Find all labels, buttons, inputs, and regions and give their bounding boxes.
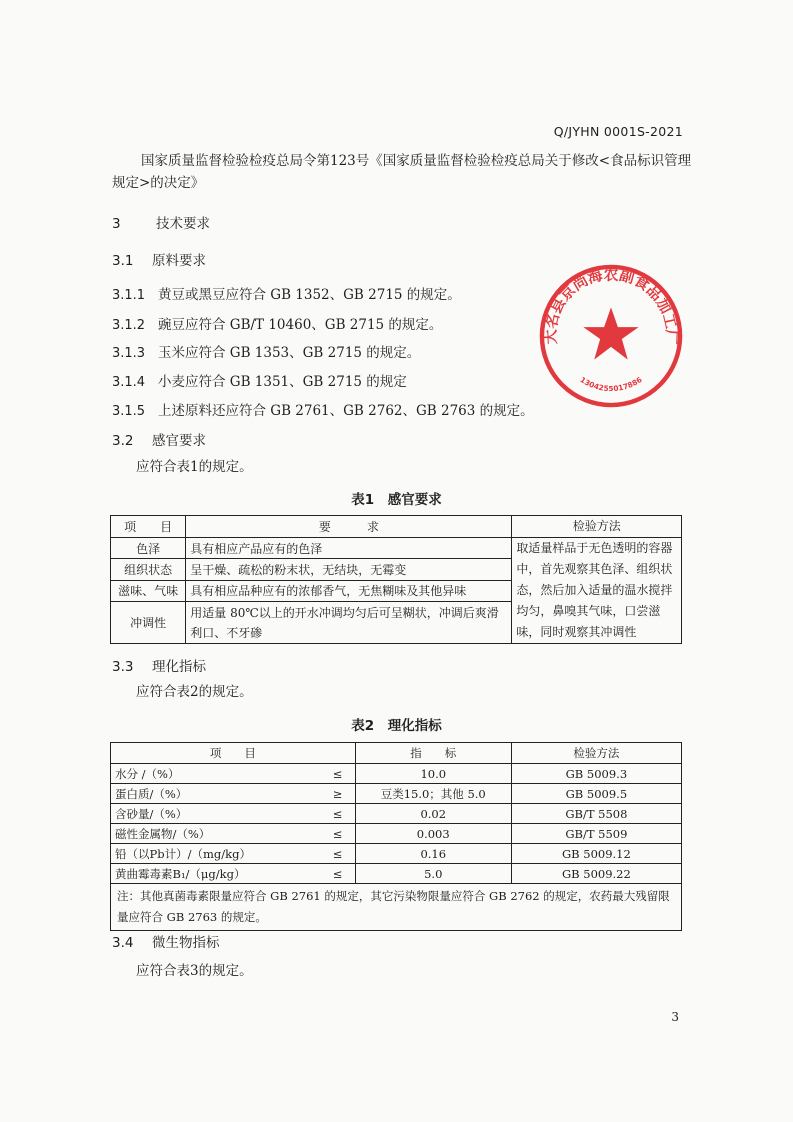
clause-text: 黄豆或黑豆应符合 GB 1352、GB 2715 的规定。	[158, 287, 461, 303]
intro-line-2: 规定>的决定》	[112, 175, 205, 191]
section-3-3-heading	[112, 655, 206, 675]
item-cell: 冲调性	[111, 602, 186, 644]
section-title: 感官要求	[152, 433, 206, 449]
section-title: 技术要求	[156, 216, 210, 232]
clause-3-1-4	[112, 370, 407, 390]
table-note-row	[111, 884, 682, 931]
section-number: 3.1	[112, 253, 134, 269]
method-cell: 取适量样品于无色透明的容器中，首先观察其色泽、组织状态，然后加入适量的温水搅拌均匀，鼻嗅其气味，口尝滋味，同时观察其冲调性	[512, 538, 682, 644]
table-2-title: 表2 理化指标	[351, 718, 442, 734]
table-row	[111, 784, 682, 804]
item-cell: 铅（以Pb计）/（mg/kg）	[111, 844, 321, 864]
sensory-requirements-table	[110, 515, 682, 644]
requirement-cell: 用适量 80℃以上的开水冲调均匀后可呈糊状，冲调后爽滑利口、不牙碜	[186, 602, 512, 644]
requirement-cell: 呈干燥、疏松的粉末状，无结块，无霉变	[186, 559, 512, 580]
method-cell: GB 5009.12	[511, 844, 681, 864]
column-header: 项 目	[111, 516, 186, 538]
table-row	[111, 804, 682, 824]
section-3-2-body: 应符合表1的规定。	[136, 459, 253, 475]
table-header-row	[111, 516, 682, 538]
column-header: 项 目	[111, 743, 356, 764]
requirement-cell: 具有相应产品应有的色泽	[186, 538, 512, 559]
table-row	[111, 824, 682, 844]
clause-text: 玉米应符合 GB 1353、GB 2715 的规定。	[158, 345, 421, 361]
section-3-4-heading	[112, 931, 220, 951]
section-title: 理化指标	[152, 659, 206, 675]
item-cell: 组织状态	[111, 559, 186, 580]
comparison-symbol: ≥	[320, 784, 355, 804]
clause-text: 小麦应符合 GB 1351、GB 2715 的规定	[158, 374, 407, 390]
method-cell: GB/T 5508	[511, 804, 681, 824]
item-cell: 蛋白质/（%）	[111, 784, 321, 804]
comparison-symbol: ≤	[320, 824, 355, 844]
page-number: 3	[671, 1010, 679, 1024]
item-cell: 水分 /（%）	[111, 764, 321, 784]
table-row	[111, 844, 682, 864]
clause-3-1-2	[112, 313, 442, 333]
column-header: 要 求	[186, 516, 512, 538]
value-cell: 0.003	[355, 824, 511, 844]
method-cell: GB 5009.5	[511, 784, 681, 804]
value-cell: 5.0	[355, 864, 511, 884]
table-1-title: 表1 感官要求	[351, 492, 442, 508]
physicochemical-table	[110, 742, 682, 931]
clause-number: 3.1.2	[112, 318, 146, 333]
comparison-symbol: ≤	[320, 844, 355, 864]
comparison-symbol: ≤	[320, 764, 355, 784]
table-note: 注：其他真菌毒素限量应符合 GB 2761 的规定，其它污染物限量应符合 GB 2762 的规定，农药最大残留限量应符合 GB 2763 的规定。	[111, 884, 682, 931]
value-cell: 0.02	[355, 804, 511, 824]
section-3-1-heading	[112, 249, 206, 269]
table-row	[111, 764, 682, 784]
column-header: 检验方法	[512, 516, 682, 538]
section-3-heading	[112, 212, 210, 232]
seal-code-text: 1304255017886	[578, 375, 644, 394]
value-cell: 0.16	[355, 844, 511, 864]
item-cell: 磁性金属物/（%）	[111, 824, 321, 844]
item-cell: 滋味、气味	[111, 580, 186, 601]
section-3-4-body: 应符合表3的规定。	[136, 963, 253, 979]
column-header: 检验方法	[511, 743, 681, 764]
section-title: 原料要求	[152, 253, 206, 269]
clause-3-1-1	[112, 283, 461, 303]
section-number: 3.3	[112, 659, 134, 675]
table-row	[111, 864, 682, 884]
clause-text: 豌豆应符合 GB/T 10460、GB 2715 的规定。	[158, 317, 443, 333]
document-code: Q/JYHN 0001S-2021	[553, 124, 683, 139]
section-3-3-body: 应符合表2的规定。	[136, 684, 253, 700]
section-number: 3.2	[112, 433, 134, 449]
clause-3-1-3	[112, 341, 420, 361]
seal-org-text: 大名县京尚海农副食品加工厂	[542, 266, 680, 345]
clause-3-1-5	[112, 399, 534, 419]
section-number: 3	[112, 216, 121, 232]
method-cell: GB/T 5509	[511, 824, 681, 844]
method-cell: GB 5009.22	[511, 864, 681, 884]
table-row	[111, 538, 682, 559]
item-cell: 含砂量/（%）	[111, 804, 321, 824]
column-header: 指 标	[355, 743, 511, 764]
method-cell: GB 5009.3	[511, 764, 681, 784]
clause-number: 3.1.3	[112, 346, 146, 361]
clause-number: 3.1.5	[112, 404, 146, 419]
company-seal	[537, 262, 685, 410]
clause-number: 3.1.1	[112, 288, 146, 303]
comparison-symbol: ≤	[320, 864, 355, 884]
section-number: 3.4	[112, 935, 134, 951]
clause-text: 上述原料还应符合 GB 2761、GB 2762、GB 2763 的规定。	[158, 403, 534, 419]
seal-star-icon	[583, 307, 638, 359]
comparison-symbol: ≤	[320, 804, 355, 824]
value-cell: 10.0	[355, 764, 511, 784]
clause-number: 3.1.4	[112, 375, 146, 390]
item-cell: 色泽	[111, 538, 186, 559]
section-title: 微生物指标	[152, 935, 220, 951]
requirement-cell: 具有相应品种应有的浓郁香气，无焦糊味及其他异味	[186, 580, 512, 601]
item-cell: 黄曲霉毒素B₁/（μg/kg）	[111, 864, 321, 884]
value-cell: 豆类15.0；其他 5.0	[355, 784, 511, 804]
section-3-2-heading	[112, 429, 206, 449]
intro-line-1: 国家质量监督检验检疫总局令第123号《国家质量监督检验检疫总局关于修改<食品标识管理	[141, 153, 692, 169]
table-header-row	[111, 743, 682, 764]
